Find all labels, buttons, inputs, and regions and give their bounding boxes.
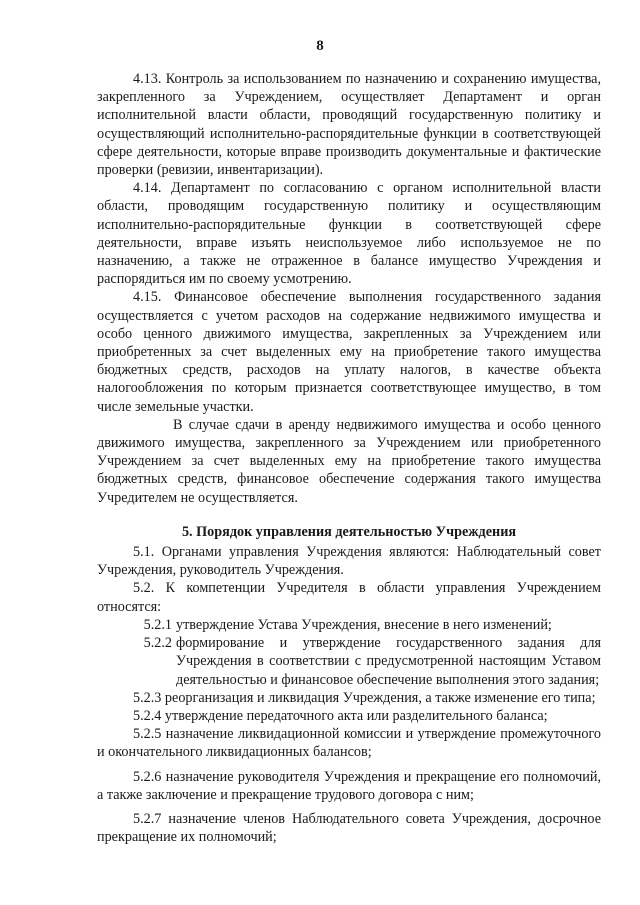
list-item-5-2-3: 5.2.3 реорганизация и ликвидация Учреждения, а также изменение его типа; (133, 689, 596, 706)
list-item-number: 5.2.1 (143, 616, 172, 633)
list-item-5-2-2 (97, 634, 601, 689)
paragraph-4-15: 4.15. Финансовое обеспечение выполнения государственного задания осуществляется с учетом расходов на содержание недвижимого имущества и особо ценного движимого имущества, закрепленных за Учреждением или приобретенных за счет выделенных ему на приобретение такого имущества бюджетных средств, расходов на уплату налогов, в качестве объекта налогообложения по которым признается соответствующее имущество, в том числе земельные участки. (97, 289, 601, 415)
paragraph-5-1: 5.1. Органами управления Учреждения являются: Наблюдательный совет Учреждения, руководитель Учреждения. (97, 544, 601, 579)
document-body (97, 70, 601, 846)
list-item-5-2-5: 5.2.5 назначение ликвидационной комиссии и утверждение промежуточного и окончательного ликвидационных балансов; (97, 726, 601, 761)
paragraph-4-13: 4.13. Контроль за использованием по назначению и сохранению имущества, закрепленного за Учреждением, осуществляет Департамент и орган исполнительной власти области, проводящий государственную политику и осуществляющий исполнительно-распорядительные функции в соответствующей сфере деятельности, которые вправе производить документальные и фактические проверки (ревизии, инвентаризации). (97, 71, 601, 179)
paragraph-4-14: 4.14. Департамент по согласованию с органом исполнительной власти области, проводящим государственную политику и осуществляющим исполнительно-распорядительные функции в соответствующей сфере деятельности, вправе изъять неиспользуемое либо используемое не по назначению, а также не отраженное в балансе имущество Учреждения и распорядиться им по своему усмотрению. (97, 180, 601, 288)
section-5-heading: 5. Порядок управления деятельностью Учреждения (181, 523, 517, 540)
list-item-text: утверждение Устава Учреждения, внесение в него изменений; (176, 616, 552, 633)
paragraph-4-15-continuation: В случае сдачи в аренду недвижимого имущества и особо ценного движимого имущества, закрепленного за Учреждением или приобретенного Учреждением за счет выделенных ему на приобретение такого имущества бюджетных средств, финансовое обеспечение содержания такого имущества Учредителем не осуществляется. (97, 416, 601, 506)
page-number: 8 (316, 38, 324, 54)
paragraph-5-2: 5.2. К компетенции Учредителя в области управления Учреждением относятся: (97, 580, 601, 615)
list-item-5-2-6: 5.2.6 назначение руководителя Учреждения и прекращение его полномочий, а также заключение и прекращение трудового договора с ним; (97, 768, 601, 803)
list-item-5-2-4: 5.2.4 утверждение передаточного акта или разделительного баланса; (133, 707, 548, 724)
list-item-number: 5.2.2 (143, 635, 172, 652)
list-item-5-2-1 (97, 616, 601, 634)
list-item-5-2-7: 5.2.7 назначение членов Наблюдательного совета Учреждения, досрочное прекращение их полномочий; (97, 810, 601, 846)
list-item-text: формирование и утверждение государственного задания для Учреждения в соответствии с предусмотренной настоящим Уставом деятельностью и финансовое обеспечение выполнения этого задания; (176, 635, 601, 688)
